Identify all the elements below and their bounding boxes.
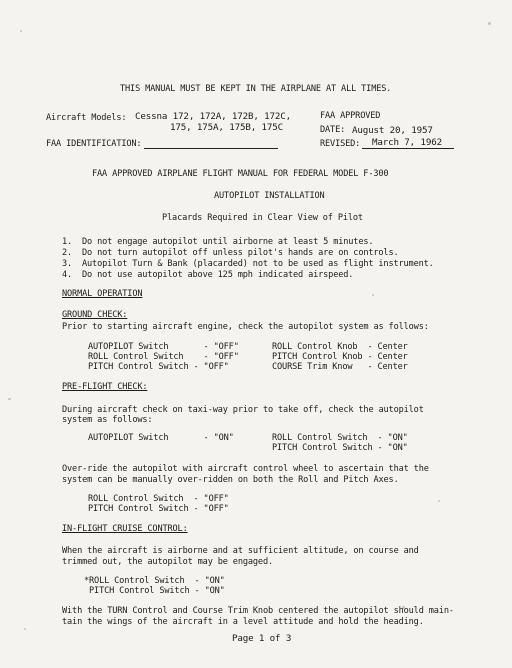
revised-underline [362,148,454,149]
ground-check-left-item: PITCH Control Switch - "OFF" [88,362,229,372]
revised-value: March 7, 1962 [372,137,442,148]
scan-speck [488,22,491,25]
placard-number: 1. [62,237,73,247]
preflight-after-item: ROLL Control Switch - "OFF" [88,494,229,504]
inflight-item: PITCH Control Switch - "ON" [84,586,225,596]
preflight-right-item: PITCH Control Switch - "ON" [272,443,408,453]
ground-check-intro: Prior to starting aircraft engine, check the autopilot system as follows: [62,322,429,332]
preflight-check-heading: PRE-FLIGHT CHECK: [62,382,148,392]
scan-speck [20,30,22,32]
inflight-closing-line: tain the wings of the aircraft in a level attitude and hold the heading. [62,617,424,627]
aircraft-models-line1: Cessna 172, 172A, 172B, 172C, [135,111,292,122]
ground-check-right-item: COURSE Trim Know - Center [272,362,408,372]
faa-approved-text: FAA APPROVED [320,111,381,121]
inflight-intro-line: When the aircraft is airborne and at sufficient altitude, on course and [62,546,419,556]
date-label: DATE: [320,125,346,135]
ground-check-left-item: ROLL Control Switch - "OFF" [88,352,239,362]
preflight-intro-line: system as follows: [62,415,153,425]
ground-check-right-item: PITCH Control Knob - Center [272,352,408,362]
faa-identification-blank [144,148,278,149]
placard-text: Do not engage autopilot until airborne at least 5 minutes. [82,237,374,247]
scan-speck [24,628,26,630]
placards-title: Placards Required in Clear View of Pilot [162,213,363,223]
placard-text: Autopilot Turn & Bank (placarded) not to be used as flight instrument. [82,259,434,269]
inflight-cruise-heading: IN-FLIGHT CRUISE CONTROL: [62,524,188,534]
placard-text: Do not turn autopilot off unless pilot's hands are on controls. [82,248,399,258]
scan-speck [438,500,440,502]
inflight-intro-line: trimmed out, the autopilot may be engaged. [62,557,274,567]
manual-title: FAA APPROVED AIRPLANE FLIGHT MANUAL FOR FEDERAL MODEL F-300 [92,169,389,179]
installation-title: AUTOPILOT INSTALLATION [214,191,325,201]
ground-check-right-item: ROLL Control Knob - Center [272,342,408,352]
preflight-left-item: AUTOPILOT Switch - "ON" [88,433,234,443]
scan-speck [8,398,11,400]
placard-number: 4. [62,270,73,280]
date-value: August 20, 1957 [352,125,433,136]
aircraft-models-label: Aircraft Models: [46,113,127,123]
override-line: Over-ride the autopilot with aircraft control wheel to ascertain that the [62,464,429,474]
placard-number: 2. [62,248,73,258]
placard-number: 3. [62,259,73,269]
inflight-item: *ROLL Control Switch - "ON" [84,576,225,586]
revised-label: REVISED: [320,139,361,149]
faa-identification-label: FAA IDENTIFICATION: [46,139,142,149]
normal-operation-heading: NORMAL OPERATION [62,289,143,299]
inflight-closing-line: With the TURN Control and Course Trim Knob centered the autopilot should main- [62,606,454,616]
ground-check-left-item: AUTOPILOT Switch - "OFF" [88,342,239,352]
page-number: Page 1 of 3 [232,633,292,644]
placard-text: Do not use autopilot above 125 mph indicated airspeed. [82,270,354,280]
ground-check-heading: GROUND CHECK: [62,310,128,320]
notice-text: THIS MANUAL MUST BE KEPT IN THE AIRPLANE AT ALL TIMES. [120,84,392,94]
preflight-right-item: ROLL Control Switch - "ON" [272,433,408,443]
override-line: system can be manually over-ridden on both the Roll and Pitch Axes. [62,475,399,485]
preflight-after-item: PITCH Control Switch - "OFF" [88,504,229,514]
scan-speck [372,294,374,296]
preflight-intro-line: During aircraft check on taxi-way prior to take off, check the autopilot [62,405,424,415]
aircraft-models-line2: 175, 175A, 175B, 175C [170,122,284,133]
